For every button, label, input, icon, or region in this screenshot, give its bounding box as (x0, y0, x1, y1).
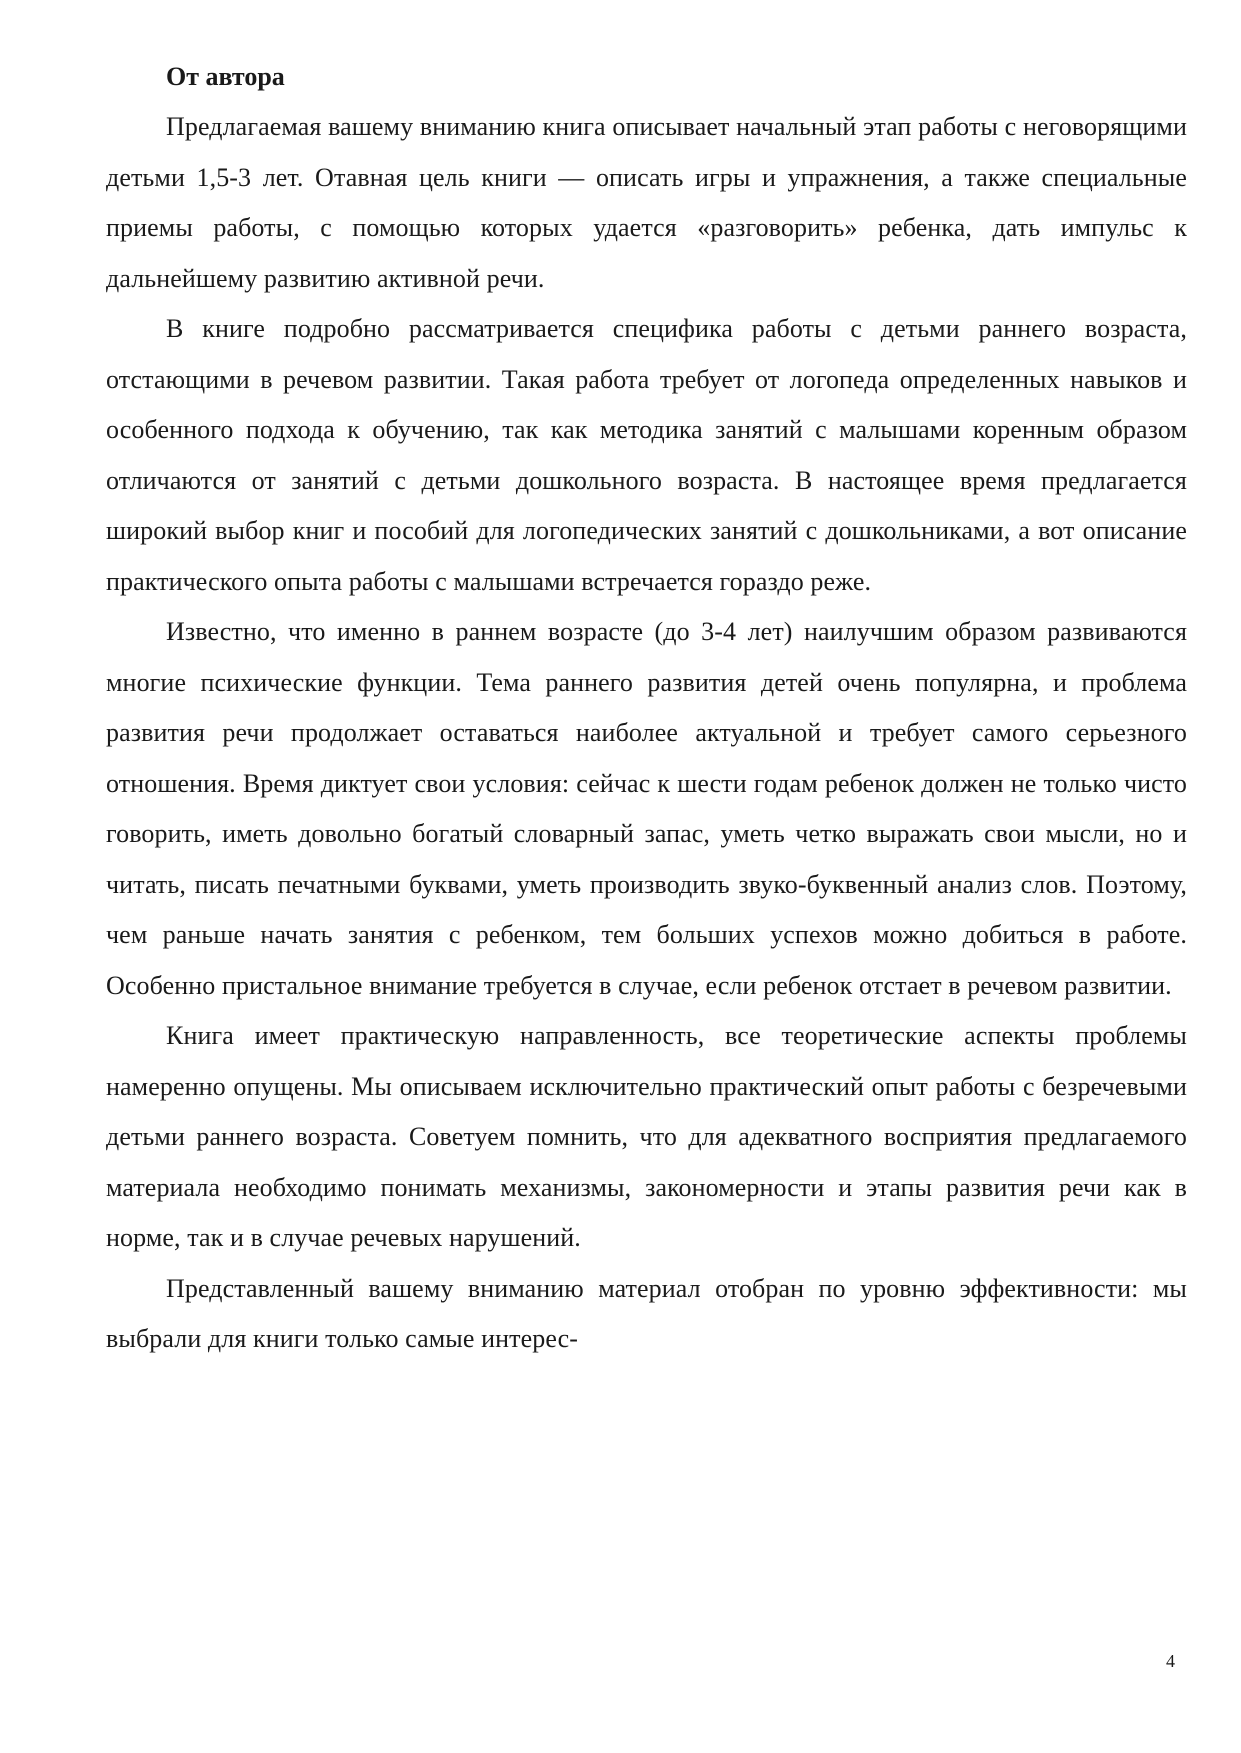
section-heading: От автора (166, 62, 285, 91)
page-content (106, 52, 1187, 1365)
paragraph-2: В книге подробно рассматривается специфика работы с детьми раннего возраста, отстающими в речевом развитии. Такая работа требует от логопеда определенных навыков и особенного подхода к обучению, так как методика занятий с малышами коренным образом отличаются от занятий с детьми дошкольного возраста. В настоящее время предлагается широкий выбор книг и пособий для логопедических занятий с дошкольниками, а вот описание практического опыта работы с малышами встречается гораздо реже. (106, 314, 1187, 596)
paragraph-4: Книга имеет практическую направленность, все теоретические аспекты проблемы намеренно опущены. Мы описываем исключительно практический опыт работы с безречевыми детьми раннего возраста. Советуем помнить, что для адекватного восприятия предлагаемого материала необходимо понимать механизмы, закономерности и этапы развития речи как в норме, так и в случае речевых нарушений. (106, 1021, 1187, 1252)
page-number: 4 (1166, 1651, 1175, 1671)
paragraph-1: Предлагаемая вашему вниманию книга описывает начальный этап работы с неговорящими детьми 1,5-3 лет. Отавная цель книги — описать игры и упражнения, а также специальные приемы работы, с помощью которых удается «разговорить» ребенка, дать импульс к дальнейшему развитию активной речи. (106, 112, 1187, 293)
paragraph-3: Известно, что именно в раннем возрасте (до 3-4 лет) наилучшим образом развиваются многие психические функции. Тема раннего развития детей очень популярна, и проблема развития речи продолжает оставаться наиболее актуальной и требует самого серьезного отношения. Время диктует свои условия: сейчас к шести годам ребенок должен не только чисто говорить, иметь довольно богатый словарный запас, уметь четко выражать свои мысли, но и читать, писать печатными буквами, уметь производить звуко-буквенный анализ слов. Поэтому, чем раньше начать занятия с ребенком, тем больших успехов можно добиться в работе. Особенно пристальное внимание требуется в случае, если ребенок отстает в речевом развитии. (106, 617, 1187, 1000)
paragraph-5: Представленный вашему вниманию материал отобран по уровню эффективности: мы выбрали для книги только самые интерес- (106, 1273, 1187, 1353)
